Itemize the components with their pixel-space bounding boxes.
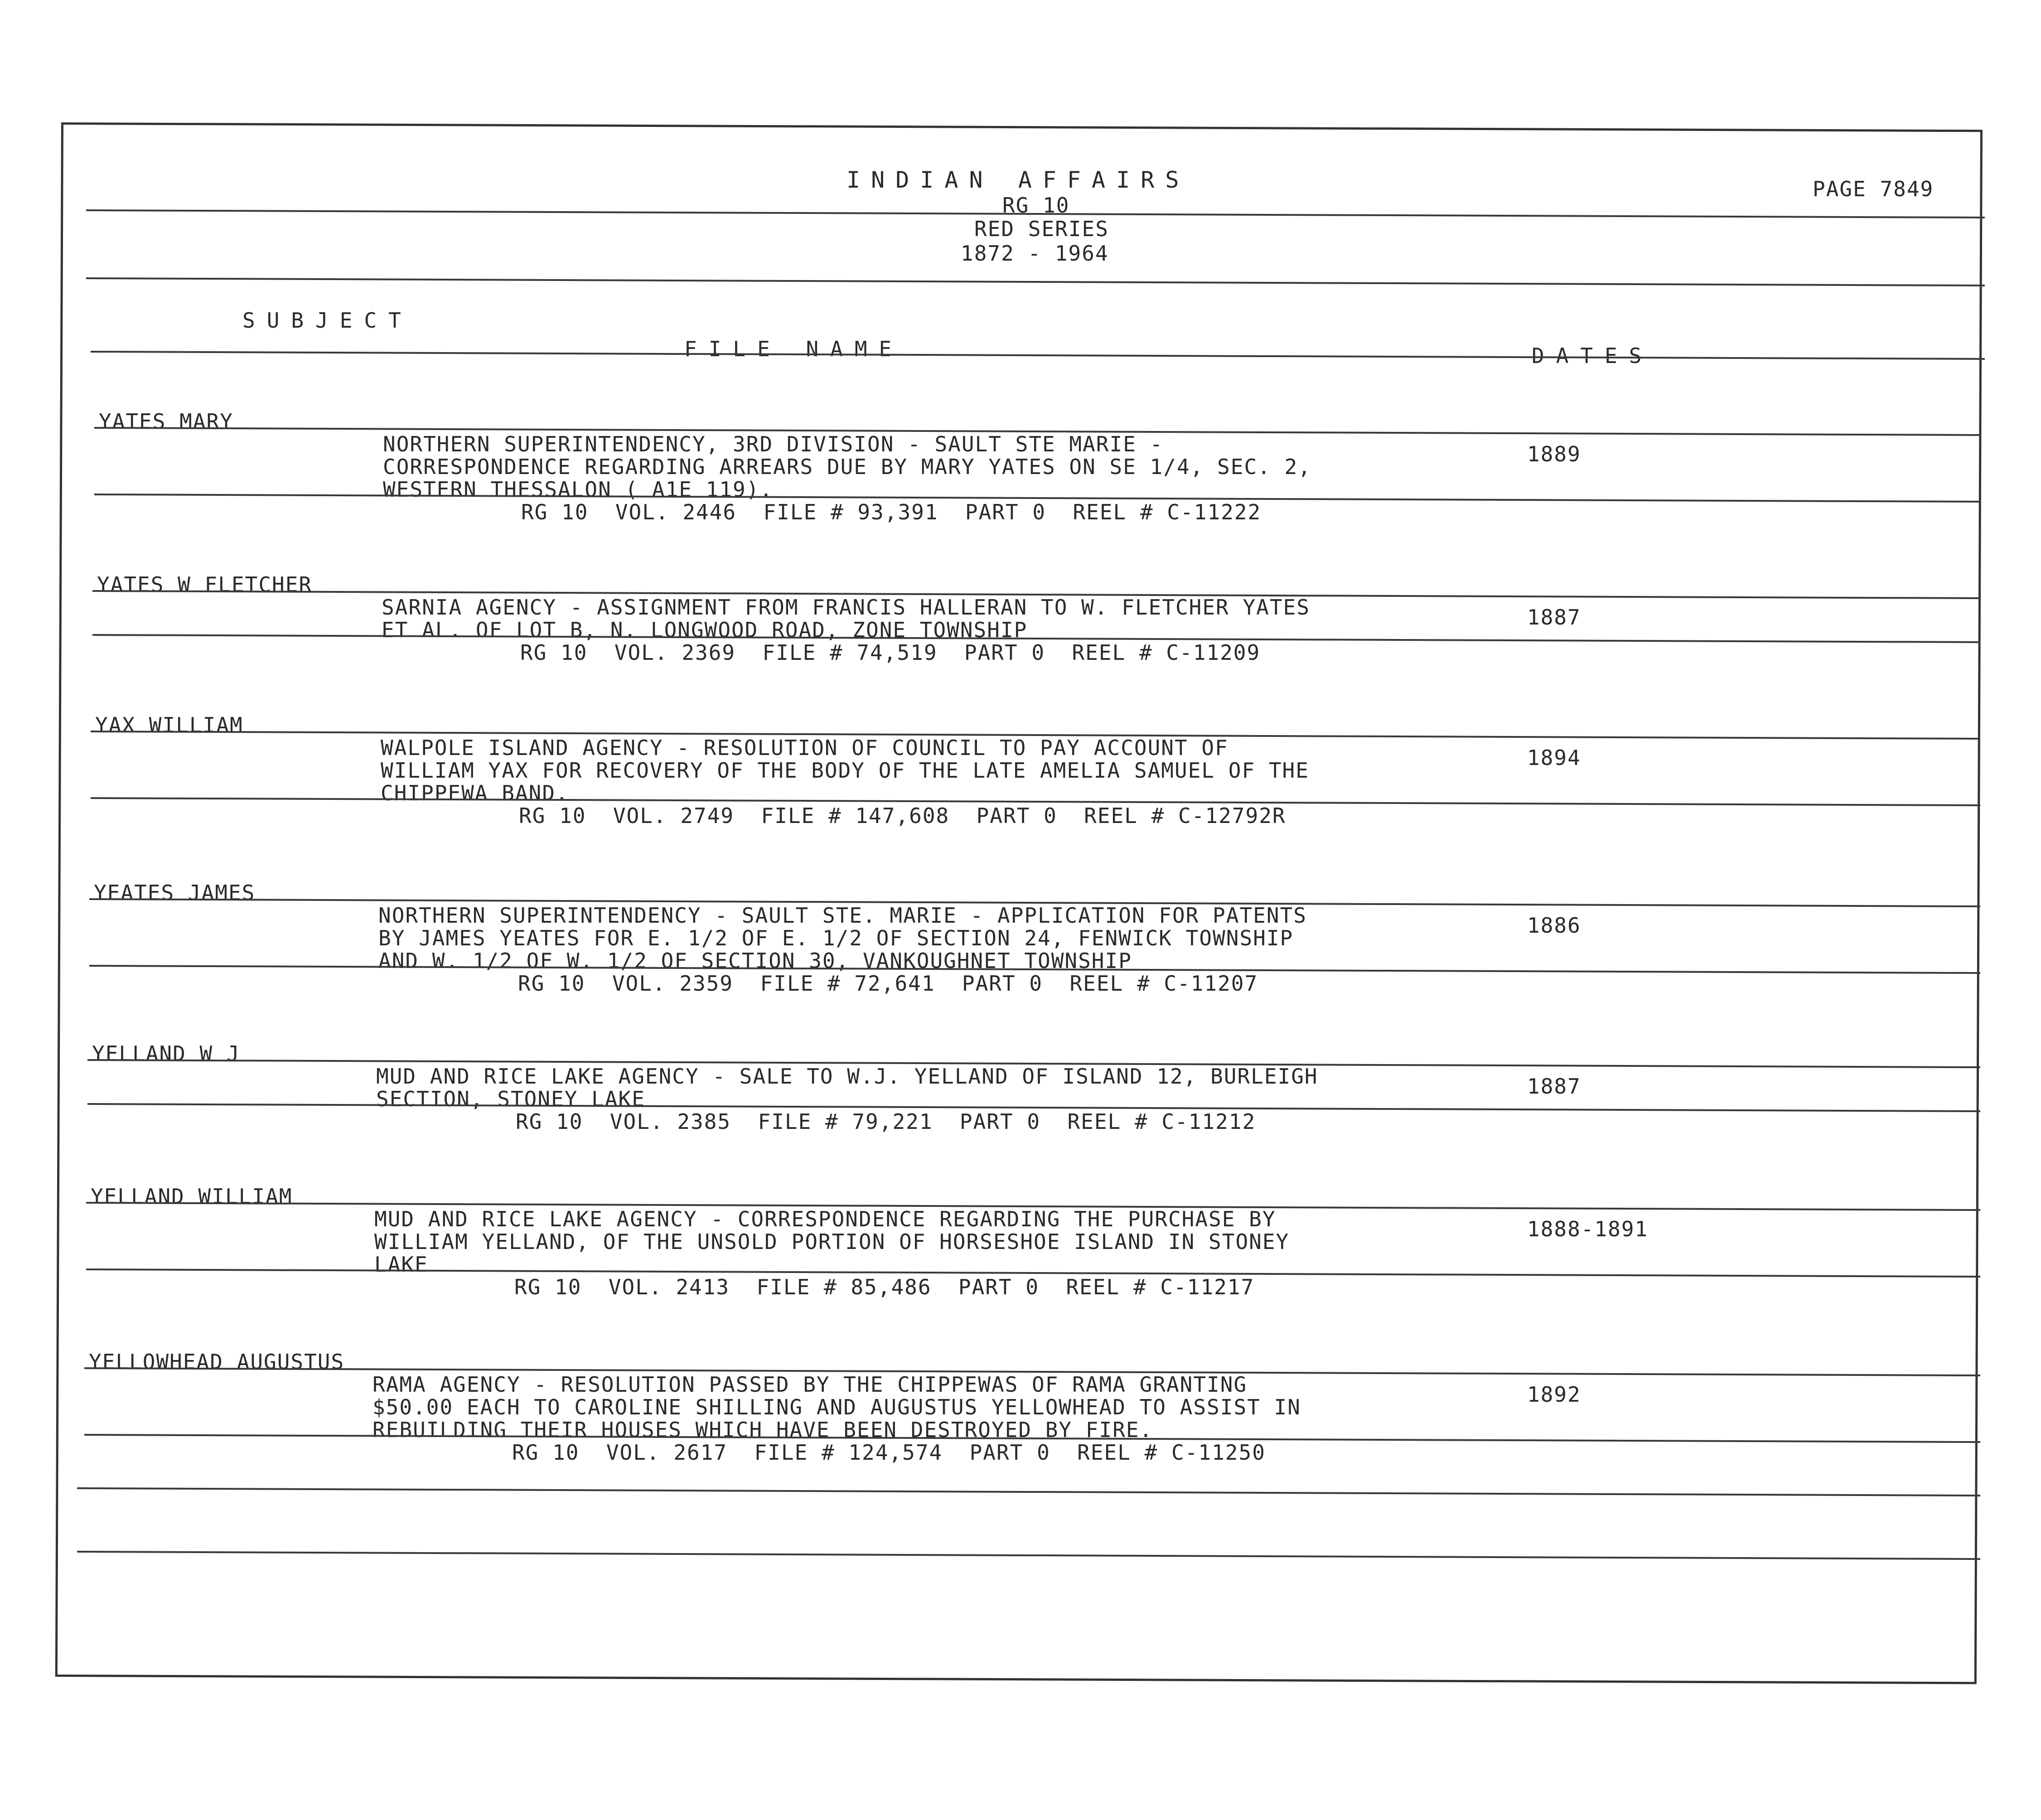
entry-date: 1888-1891 [1527,1217,1649,1241]
entry-subject: YATES MARY [99,409,233,434]
entry-description-line: MUD AND RICE LAKE AGENCY - CORRESPONDENCE REGARDING THE PURCHASE BY [374,1207,1276,1231]
entry-reference: RG 10 VOL. 2359 FILE # 72,641 PART 0 REEL # C-11207 [518,971,1258,996]
entry-description-line: AND W. 1/2 OF W. 1/2 OF SECTION 30, VANKOUGHNET TOWNSHIP [378,949,1132,973]
entry-description-line: LAKE [374,1252,428,1277]
document-title: INDIAN AFFAIRS [846,167,1190,193]
entry-description-line: RAMA AGENCY - RESOLUTION PASSED BY THE CHIPPEWAS OF RAMA GRANTING [372,1372,1248,1397]
entry-description-line: BY JAMES YEATES FOR E. 1/2 OF E. 1/2 OF SECTION 24, FENWICK TOWNSHIP [378,926,1294,950]
file-name-column-header: FILE NAME [684,337,904,361]
entry-reference: RG 10 VOL. 2446 FILE # 93,391 PART 0 REEL # C-11222 [521,500,1262,524]
entry-description-line: REBUILDING THEIR HOUSES WHICH HAVE BEEN DESTROYED BY FIRE. [372,1418,1153,1442]
entry-subject: YEATES JAMES [94,881,256,905]
entry-subject: YELLAND WILLIAM [91,1184,293,1209]
entry-date: 1889 [1527,442,1581,466]
series-name: RED SERIES [974,217,1109,241]
entry-reference: RG 10 VOL. 2617 FILE # 124,574 PART 0 REEL # C-11250 [512,1440,1266,1465]
entry-description-line: NORTHERN SUPERINTENDENCY, 3RD DIVISION - SAULT STE MARIE - [383,432,1164,456]
entry-description-line: WILLIAM YELLAND, OF THE UNSOLD PORTION OF HORSESHOE ISLAND IN STONEY [374,1229,1290,1254]
entry-subject: YELLOWHEAD AUGUSTUS [89,1350,345,1374]
entry-reference: RG 10 VOL. 2749 FILE # 147,608 PART 0 REEL # C-12792R [519,804,1286,828]
dates-column-header: DATES [1532,344,1654,368]
entry-description-line: CORRESPONDENCE REGARDING ARREARS DUE BY MARY YATES ON SE 1/4, SEC. 2, [383,455,1311,479]
entry-subject: YATES W FLETCHER [97,572,313,597]
entry-reference: RG 10 VOL. 2369 FILE # 74,519 PART 0 REEL # C-11209 [520,640,1261,665]
entry-date: 1886 [1527,913,1581,938]
entry-description-line: ET AL. OF LOT B, N. LONGWOOD ROAD, ZONE TOWNSHIP [382,618,1028,642]
entry-reference: RG 10 VOL. 2385 FILE # 79,221 PART 0 REEL # C-11212 [516,1109,1256,1134]
entry-description-line: WALPOLE ISLAND AGENCY - RESOLUTION OF COUNCIL TO PAY ACCOUNT OF [381,736,1228,760]
subject-column-header: SUBJECT [242,308,413,333]
entry-description-line: MUD AND RICE LAKE AGENCY - SALE TO W.J. YELLAND OF ISLAND 12, BURLEIGH [376,1064,1318,1089]
entry-description-line: WESTERN THESSALON ( A1E 119). [383,477,774,502]
entry-description-line: $50.00 EACH TO CAROLINE SHILLING AND AUGUSTUS YELLOWHEAD TO ASSIST IN [372,1395,1301,1419]
entry-date: 1892 [1527,1382,1581,1407]
entry-description-line: NORTHERN SUPERINTENDENCY - SAULT STE. MARIE - APPLICATION FOR PATENTS [378,903,1307,928]
entry-date: 1887 [1527,1074,1581,1099]
page-number: PAGE 7849 [1813,177,1934,201]
series-years: 1872 - 1964 [961,241,1109,266]
entry-reference: RG 10 VOL. 2413 FILE # 85,486 PART 0 REEL # C-11217 [514,1275,1255,1299]
entry-subject: YAX WILLIAM [95,713,243,737]
entry-description-line: WILLIAM YAX FOR RECOVERY OF THE BODY OF THE LATE AMELIA SAMUEL OF THE [381,758,1309,783]
entry-description-line: SECTION, STONEY LAKE [376,1087,645,1111]
entry-subject: YELLAND W J [92,1041,240,1066]
entry-description-line: CHIPPEWA BAND. [381,781,569,805]
entry-date: 1894 [1527,745,1581,770]
record-group: RG 10 [1002,193,1070,218]
entry-date: 1887 [1527,605,1581,629]
entry-description-line: SARNIA AGENCY - ASSIGNMENT FROM FRANCIS HALLERAN TO W. FLETCHER YATES [382,595,1310,620]
